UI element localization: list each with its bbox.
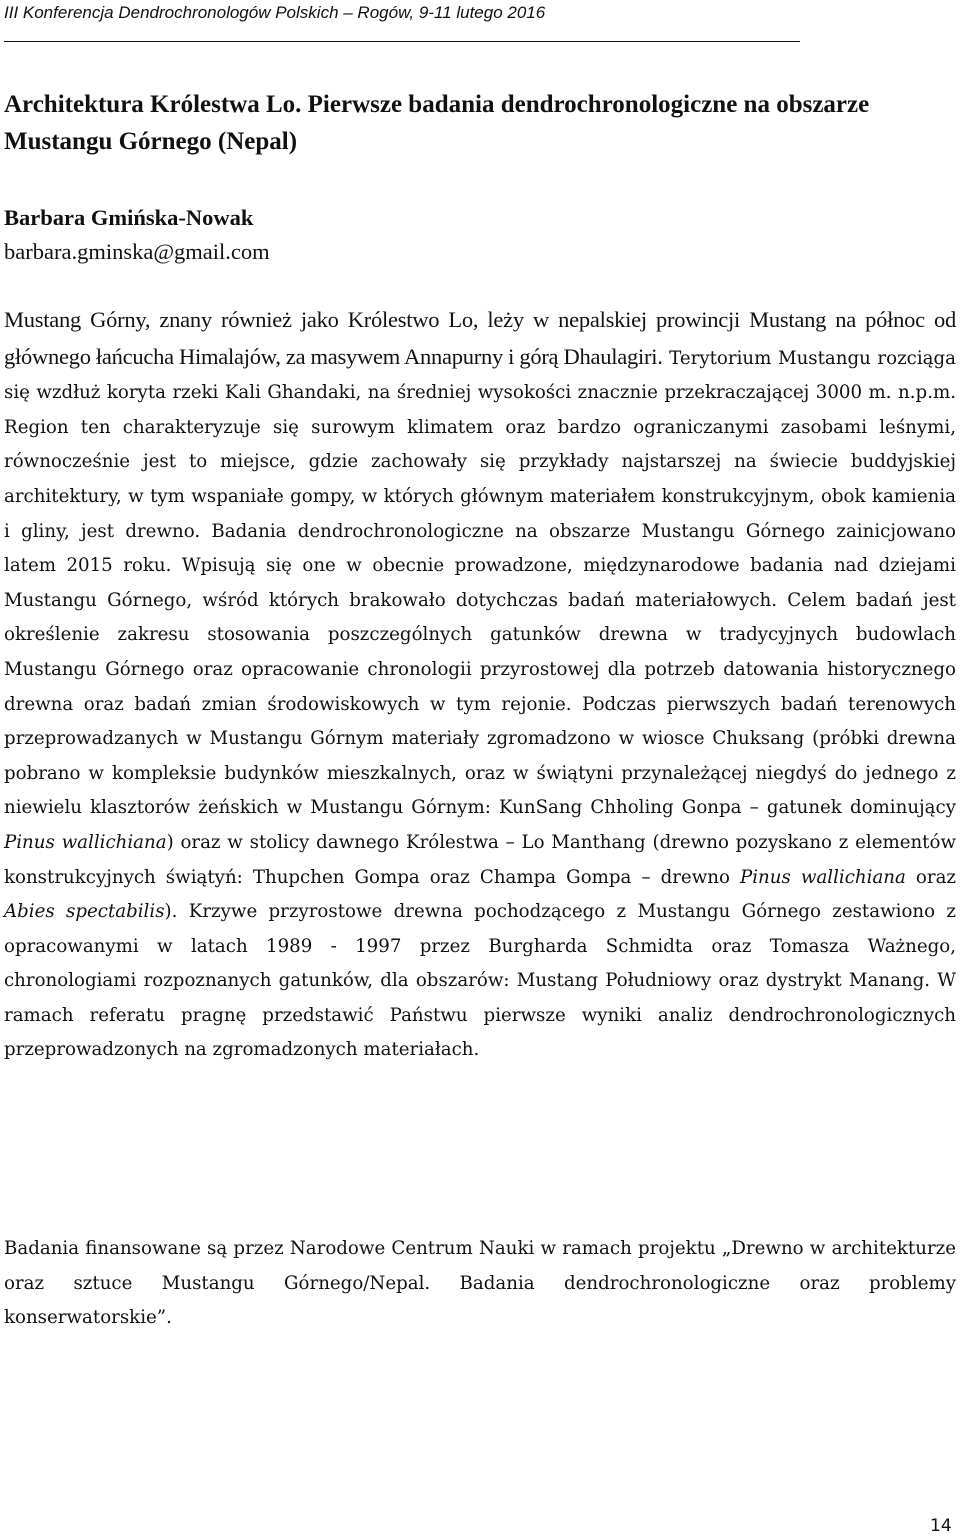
running-header: III Konferencja Dendrochronologów Polskich – Rogów, 9-11 lutego 2016 — [4, 3, 546, 22]
abstract-text-1: Terytorium Mustangu rozciąga się wzdłuż koryta rzeki Kali Ghandaki, na średniej wysokości znacznie przekraczającej 3000 m. n.p.m. Region ten charakteryzuje się surowym klimatem oraz bardzo ograniczanymi zasobami leśnymi, równocześnie jest to miejsce, gdzie zachowały się przykłady najstarszej na świecie buddyjskiej architektury, w tym wspaniałe gompy, w których głównym materiałem konstrukcyjnym, obok kamienia i gliny, jest drewno. Badania dendrochronologiczne na obszarze Mustangu Górnego zainicjowano latem 2015 roku. Wpisują się one w obecnie prowadzone, międzynarodowe badania nad dziejami Mustangu Górnego, wśród których brakowało dotychczas badań materiałowych. Celem badań jest określenie zakresu stosowania poszczególnych gatunków drewna w tradycyjnych budowlach Mustangu Górnego oraz opracowanie chronologii przyrostowej dla potrzeb datowania historycznego drewna oraz badań zmian środowiskowych w tym rejonie. Podczas pierwszych badań terenowych przeprowadzanych w Mustangu Górnym materiały zgromadzono w wiosce Chuksang (próbki drewna pobrano w kompleksie budynków mieszkalnych, oraz w świątyni przynależącej niegdyś do jednego z niewielu klasztorów żeńskich w Mustangu Górnym: KunSang Chholing Gonpa – gatunek dominujący — [4, 347, 956, 819]
abstract-text-2: ) oraz w stolicy dawnego Królestwa – Lo Manthang (drewno pozyskano z elementów konstrukcyjnych świątyń: Thupchen Gompa oraz Champa Gompa – drewno — [4, 831, 957, 888]
paper-title: Architektura Królestwa Lo. Pierwsze badania dendrochronologiczne na obszarze Mustangu Górnego (Nepal) — [4, 91, 870, 155]
author-block — [4, 201, 956, 269]
abstract-text-3: oraz — [905, 866, 956, 888]
author-email[interactable]: barbara.gminska@gmail.com — [4, 239, 270, 264]
abstract-intro: Mustang Górny, znany również jako Królestwo Lo, leży w nepalskiej prowincji Mustang na północ od głównego łańcucha Himalajów, za masywem Annapurny i górą Dhaulagiri. — [4, 307, 956, 369]
abstract-paragraph — [4, 303, 956, 1068]
header-rule — [4, 41, 800, 42]
species-name: Abies spectabilis — [4, 901, 165, 923]
species-name: Pinus wallichiana — [4, 831, 167, 853]
species-name: Pinus wallichiana — [740, 866, 906, 888]
funding-note: Badania finansowane są przez Narodowe Centrum Nauki w ramach projektu „Drewno w architekturze oraz sztuce Mustangu Górnego/Nepal. Badania dendrochronologiczne oraz problemy konserwatorskie”. — [4, 1238, 956, 1329]
author-name: Barbara Gmińska-Nowak — [4, 205, 254, 230]
page-number: 14 — [930, 1516, 952, 1536]
abstract-text-4: ). Krzywe przyrostowe drewna pochodzącego z Mustangu Górnego zestawiono z opracowanymi w latach 1989 - 1997 przez Burgharda Schmidta oraz Tomasza Ważnego, chronologiami rozpoznanych gatunków, dla obszarów: Mustang Południowy oraz dystrykt Manang. W ramach referatu pragnę przedstawić Państwu pierwsze wyniki analiz dendrochronologicznych przeprowadzonych na zgromadzonych materiałach. — [4, 901, 956, 1061]
